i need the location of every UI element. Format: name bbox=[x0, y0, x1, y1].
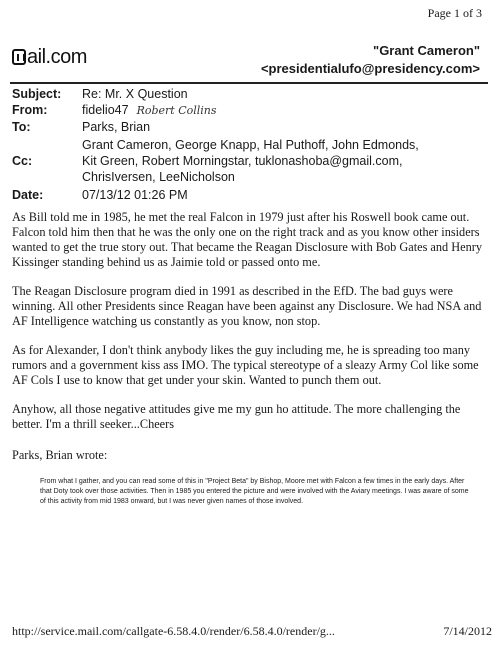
cc-line: Kit Green, Robert Morningstar, tuklonashoba@gmail.com, bbox=[82, 154, 403, 168]
sender-block bbox=[261, 42, 480, 78]
to-value: Parks, Brian bbox=[82, 120, 151, 134]
header-divider bbox=[10, 82, 488, 84]
body-paragraph: Anyhow, all those negative attitudes give me my gun ho attitude. The more challenging the better. I'm a thrill seeker...Cheers bbox=[12, 402, 461, 431]
footer-date: 7/14/2012 bbox=[443, 624, 492, 638]
to-label: To: bbox=[12, 120, 31, 134]
to-row bbox=[12, 119, 492, 135]
subject-label: Subject: bbox=[12, 87, 62, 101]
quoted-message: From what I gather, and you can read some of this in "Project Beta" by Bishop, Moore met with Falcon a few times in the early days. After that Doty took over those activities. Then in 1985 you entered the picture and were involved with the Aviary meetings. I was aware of some of this activity from mid 1983 onward, but I was never given names of those involved. bbox=[40, 478, 469, 505]
sender-email: <presidentialufo@presidency.com> bbox=[260, 61, 480, 76]
from-value-wrap bbox=[82, 102, 492, 119]
from-label: From: bbox=[12, 103, 48, 117]
quote-intro: Parks, Brian wrote: bbox=[12, 448, 108, 462]
cc-line: Grant Cameron, George Knapp, Hal Puthoff, John Edmonds, bbox=[82, 138, 419, 152]
handwritten-annotation: Robert Collins bbox=[136, 104, 217, 117]
cc-value bbox=[82, 137, 492, 185]
email-headers bbox=[12, 86, 492, 203]
from-value: fidelio47 bbox=[82, 103, 129, 117]
date-row bbox=[12, 187, 492, 203]
from-row bbox=[12, 102, 492, 119]
print-footer bbox=[12, 624, 492, 639]
body-paragraph: The Reagan Disclosure program died in 1991 as described in the EfD. The bad guys were winning. All other Presidents since Reagan have been against any Disclosure. We had NSA and AF Intelligence watching us constantly as you know, non stop. bbox=[12, 284, 482, 328]
page-number: Page 1 of 3 bbox=[427, 6, 482, 20]
date-label: Date: bbox=[12, 188, 44, 202]
body-paragraph: As Bill told me in 1985, he met the real Falcon in 1979 just after his Roswell book came out. Falcon told him then that he was the only one on the right track and as you know other insiders wanted to get the true story out. That became the Reagan Disclosure with Bob Gates and Henry Kissinger standing behind us as Jaimie told or passed onto me. bbox=[12, 210, 482, 269]
mail-logo-icon bbox=[12, 49, 26, 65]
subject-row bbox=[12, 86, 492, 102]
cc-line: ChrisIversen, LeeNicholson bbox=[82, 170, 235, 184]
date-value: 07/13/12 01:26 PM bbox=[82, 188, 188, 202]
mail-logo bbox=[12, 46, 87, 69]
email-body bbox=[12, 210, 482, 507]
cc-row bbox=[12, 137, 492, 185]
footer-url: http://service.mail.com/callgate-6.58.4.0/render/6.58.4.0/render/g... bbox=[12, 624, 335, 638]
cc-label: Cc: bbox=[12, 154, 33, 168]
logo-text: ail.com bbox=[27, 46, 87, 68]
sender-name: "Grant Cameron" bbox=[373, 43, 480, 58]
subject-value: Re: Mr. X Question bbox=[82, 87, 188, 101]
body-paragraph: As for Alexander, I don't think anybody likes the guy including me, he is spreading too many rumors and a government kiss ass IMO. The typical stereotype of a sleazy Army Col like some AF Cols I use to know that get under your skin. Wanted to punch them out. bbox=[12, 343, 479, 387]
